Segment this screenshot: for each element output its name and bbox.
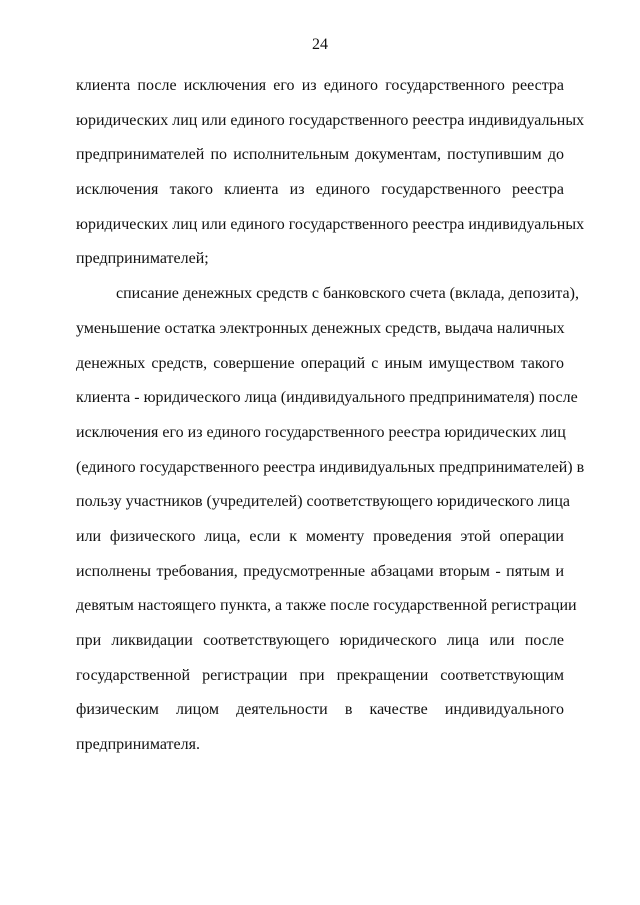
text-line: денежных средств, совершение операций с иным имуществом такого	[76, 354, 564, 372]
text-line: или физического лица, если к моменту проведения этой операции	[76, 527, 564, 545]
text-line: пользу участников (учредителей) соответствующего юридического лица	[76, 493, 571, 511]
page-number: 24	[312, 36, 328, 53]
document-body	[76, 76, 585, 770]
text-line: девятым настоящего пункта, а также после государственной регистрации	[76, 597, 577, 615]
text-line: юридических лиц или единого государственного реестра индивидуальных	[76, 215, 585, 233]
text-line: предпринимателей;	[76, 250, 209, 268]
text-line: списание денежных средств с банковского счета (вклада, депозита),	[116, 285, 579, 303]
text-line: исключения такого клиента из единого государственного реестра	[76, 181, 564, 199]
text-line: государственной регистрации при прекращении соответствующим	[76, 666, 564, 684]
text-line: (единого государственного реестра индивидуальных предпринимателей) в	[76, 458, 585, 476]
text-line: исполнены требования, предусмотренные абзацами вторым - пятым и	[76, 562, 564, 580]
text-line: при ликвидации соответствующего юридического лица или после	[76, 632, 564, 649]
text-line: юридических лиц или единого государственного реестра индивидуальных	[76, 111, 585, 129]
text-line: физическим лицом деятельности в качестве индивидуального	[76, 701, 564, 719]
text-line: клиента после исключения его из единого государственного реестра	[76, 77, 564, 94]
text-line: предпринимателей по исполнительным документам, поступившим до	[76, 146, 564, 164]
text-line: предпринимателя.	[76, 736, 200, 754]
text-line: уменьшение остатка электронных денежных средств, выдача наличных	[76, 319, 565, 337]
text-line: исключения его из единого государственного реестра юридических лиц	[76, 423, 566, 441]
text-line: клиента - юридического лица (индивидуального предпринимателя) после	[76, 389, 578, 407]
